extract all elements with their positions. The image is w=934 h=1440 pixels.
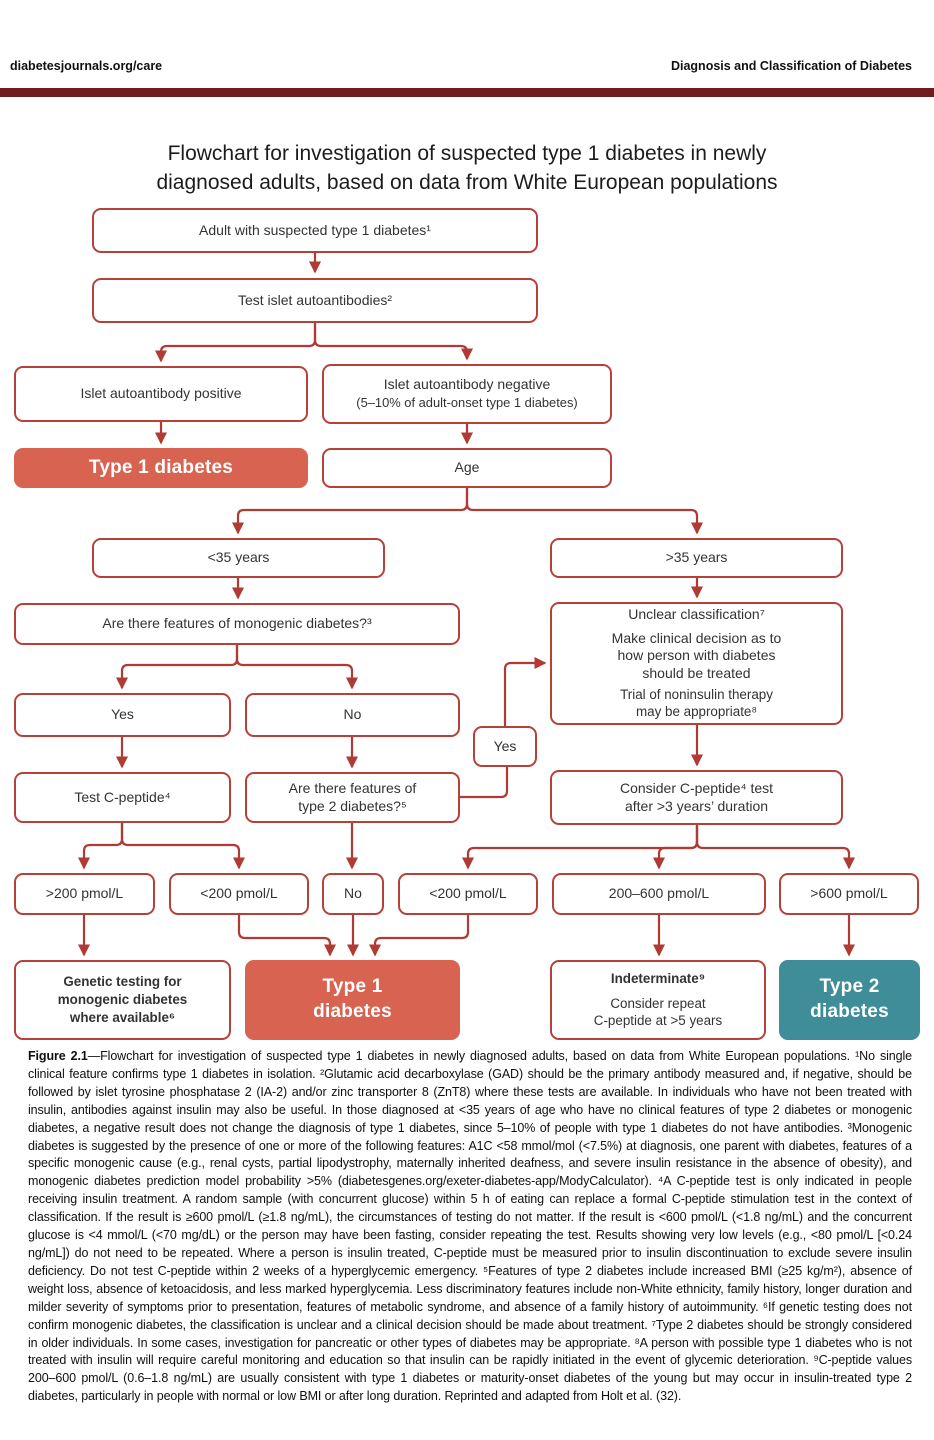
node-consider-c-peptide-label: Consider C-peptide⁴ test bbox=[619, 779, 774, 796]
node-200-600-pmol bbox=[552, 873, 766, 915]
node-islet-autoantibody-negative-label: Islet autoantibody negative bbox=[383, 376, 551, 393]
node-200-600-pmol-label: 200–600 pmol/L bbox=[608, 885, 710, 902]
node-lt-35-years bbox=[92, 538, 385, 578]
node-gt-200-pmol-label: >200 pmol/L bbox=[45, 885, 124, 902]
node-type2-features-question bbox=[245, 772, 460, 823]
edge-monogenic-to-no bbox=[237, 645, 352, 688]
edge-consider-to-gt600 bbox=[697, 825, 849, 868]
node-type-2-diabetes-label: Type 2 bbox=[819, 976, 880, 998]
edge-lt200-to-type1-bottom bbox=[239, 915, 330, 955]
node-adult-suspected-t1d bbox=[92, 208, 538, 253]
node-test-c-peptide bbox=[14, 772, 231, 823]
node-monogenic-features-question bbox=[14, 603, 460, 645]
figure-title-line1: Flowchart for investigation of suspected type 1 diabetes in newly bbox=[167, 142, 767, 165]
node-indeterminate-label: Indeterminate⁹ bbox=[610, 970, 706, 986]
node-no-result-label: No bbox=[344, 885, 362, 902]
node-lt-200-pmol-left-label: <200 pmol/L bbox=[200, 885, 278, 902]
node-test-c-peptide-label: Test C-peptide⁴ bbox=[74, 788, 171, 805]
figure-caption bbox=[28, 1048, 912, 1406]
node-unclear-classification-label: Unclear classification⁷ bbox=[628, 606, 765, 623]
node-indeterminate bbox=[550, 960, 766, 1040]
node-gt-35-years bbox=[550, 538, 843, 578]
node-genetic-testing-label: monogenic diabetes bbox=[57, 992, 188, 1008]
node-gt-200-pmol bbox=[14, 873, 155, 915]
node-genetic-testing-label: where available⁶ bbox=[69, 1009, 176, 1025]
node-islet-autoantibody-positive-label: Islet autoantibody positive bbox=[80, 385, 242, 402]
node-yes-type2-features-label: Yes bbox=[493, 737, 517, 754]
node-age-label: Age bbox=[454, 459, 480, 476]
node-consider-c-peptide-label: after >3 years’ duration bbox=[624, 797, 769, 814]
node-unclear-classification-label: Make clinical decision as to bbox=[611, 629, 782, 646]
node-type-1-diabetes-left bbox=[14, 448, 308, 488]
node-type2-features-question-label: Are there features of bbox=[288, 779, 417, 796]
node-gt-35-years-label: >35 years bbox=[665, 549, 728, 566]
node-type-1-diabetes-left-label: Type 1 diabetes bbox=[88, 456, 234, 478]
node-unclear-classification-label: may be appropriate⁸ bbox=[635, 704, 758, 720]
node-islet-autoantibody-positive bbox=[14, 366, 308, 422]
edge-test-c-peptide-to-gt200 bbox=[84, 823, 122, 868]
edge-monogenic-to-yes bbox=[122, 645, 237, 688]
node-lt-200-pmol-left bbox=[169, 873, 309, 915]
node-consider-c-peptide bbox=[550, 770, 843, 825]
edge-age-to-lt35 bbox=[238, 488, 467, 533]
node-unclear-classification-label: should be treated bbox=[642, 664, 751, 681]
edge-lt200-right-to-type1-bottom bbox=[375, 915, 468, 955]
edge-test-islet-to-islet-negative bbox=[315, 323, 467, 359]
node-unclear-classification-label: Trial of noninsulin therapy bbox=[620, 686, 773, 702]
node-age bbox=[322, 448, 612, 488]
node-lt-35-years-label: <35 years bbox=[207, 549, 270, 566]
node-gt-600-pmol-label: >600 pmol/L bbox=[810, 885, 888, 902]
node-adult-suspected-t1d-label: Adult with suspected type 1 diabetes¹ bbox=[199, 221, 431, 238]
node-yes-monogenic-label: Yes bbox=[111, 706, 134, 723]
figure-title-line2: diagnosed adults, based on data from White European populations bbox=[156, 171, 778, 194]
node-gt-600-pmol bbox=[779, 873, 919, 915]
node-unclear-classification-label: how person with diabetes bbox=[617, 647, 776, 664]
node-lt-200-pmol-right bbox=[398, 873, 538, 915]
figure-caption-label: Figure 2.1 bbox=[28, 1049, 88, 1063]
node-type-1-diabetes-bottom bbox=[245, 960, 460, 1040]
node-indeterminate-label: Consider repeat bbox=[610, 995, 706, 1011]
edge-yes-mid-to-unclear bbox=[505, 663, 545, 726]
node-yes-monogenic bbox=[14, 693, 231, 737]
node-lt-200-pmol-right-label: <200 pmol/L bbox=[429, 885, 507, 902]
node-type-2-diabetes bbox=[779, 960, 920, 1040]
node-unclear-classification bbox=[550, 602, 843, 725]
node-no-result bbox=[322, 873, 384, 915]
node-test-islet-autoantibodies-label: Test islet autoantibodies² bbox=[237, 291, 393, 308]
node-type2-features-question-label: type 2 diabetes?⁵ bbox=[298, 797, 407, 814]
node-type-1-diabetes-bottom-label: diabetes bbox=[313, 1001, 392, 1022]
node-no-monogenic-label: No bbox=[343, 706, 362, 723]
node-islet-autoantibody-negative bbox=[322, 364, 612, 424]
node-type-2-diabetes-label: diabetes bbox=[810, 1001, 889, 1022]
edge-age-to-gt35 bbox=[467, 488, 697, 533]
node-genetic-testing bbox=[14, 960, 231, 1040]
node-indeterminate-label: C-peptide at >5 years bbox=[593, 1013, 723, 1029]
running-head-article-title: Diagnosis and Classification of Diabetes bbox=[670, 59, 912, 73]
node-islet-autoantibody-negative-label: (5–10% of adult-onset type 1 diabetes) bbox=[356, 394, 578, 410]
node-type-1-diabetes-bottom-label: Type 1 bbox=[322, 976, 383, 998]
node-test-islet-autoantibodies bbox=[92, 278, 538, 323]
figure-caption-text: —Flowchart for investigation of suspected type 1 diabetes in newly diagnosed adults, based on data from White European populations. ¹No single clinical feature confirms type 1 diabetes in isolation. ²Glutamic acid decarboxylase (GAD) should be the primary antibody measured and, if negative, should be followed by islet tyrosine phosphatase 2 (IA-2) and/or zinc transporter 8 (ZnT8) where these tests are available. In individuals who have not been treated with insulin, antibodies against insulin may also be useful. In those diagnosed at <35 years of age who have no clinical features of type 2 diabetes or monogenic diabetes, a negative result does not change the diagnosis of type 1 diabetes, since 5–10% of people with type 1 diabetes do not have antibodies. ³Monogenic diabetes is suggested by the presence of one or more of the following features: A1C <58 mmol/mol (<7.5%) at diagnosis, one parent with diabetes, features of a specific monogenic cause (e.g., renal cysts, partial lipodystrophy, maternally inherited deafness, and severe insulin resistance in the absence of obesity), and monogenic diabetes prediction model probability >5% (diabetesgenes.org/exeter-diabetes-app/ModyCalculator). ⁴A C-peptide test is only indicated in people receiving insulin treatment. A random sample (with concurrent glucose) within 5 h of eating can replace a formal C-peptide stimulation test in the context of classification. If the result is ≥600 pmol/L (≥1.8 ng/mL), the circumstances of testing do not matter. If the result is <600 pmol/L (<1.8 ng/mL) and the concurrent glucose is <4 mmol/L (<70 mg/dL) or the person may have been fasting, consider repeating the test. Results showing very low levels (e.g., <80 pmol/L [<0.24 ng/mL]) do not need to be repeated. Where a person is insulin treated, C-peptide must be measured prior to insulin discontinuation to exclude severe insulin deficiency. Do not test C-peptide within 2 weeks of a hyperglycemic emergency. ⁵Features of type 2 diabetes include increased BMI (≥25 kg/m²), absence of weight loss, absence of ketoacidosis, and less marked hyperglycemia. Less discriminatory features include non-White ethnicity, family history, longer duration and milder severity of symptoms prior to presentation, features of metabolic syndrome, and absence of a family history of autoimmunity. ⁶If genetic testing does not confirm monogenic diabetes, the classification is unclear and a clinical decision should be made about treatment. ⁷Type 2 diabetes should be strongly considered in older individuals. In some cases, investigation for pancreatic or other types of diabetes may be appropriate. ⁸A person with possible type 1 diabetes who is not treated with insulin will require careful monitoring and education so that insulin can be rapidly initiated in the event of glycemic deterioration. ⁹C-peptide values 200–600 pmol/L (0.6–1.8 ng/mL) are usually consistent with type 1 diabetes or maturity-onset diabetes of the young but may occur in insulin-treated type 2 diabetes, particularly in people with normal or low BMI or after long duration. Reprinted and adapted from Holt et al. (32). bbox=[28, 1049, 913, 1404]
edge-type2-question-to-yes-mid bbox=[460, 767, 507, 797]
edge-consider-to-200-600 bbox=[659, 825, 697, 868]
running-head-journal: diabetesjournals.org/care bbox=[10, 59, 163, 73]
node-genetic-testing-label: Genetic testing for bbox=[63, 974, 182, 990]
node-yes-type2-features bbox=[473, 726, 537, 767]
node-no-monogenic bbox=[245, 693, 460, 737]
edge-consider-to-lt200-right bbox=[468, 825, 697, 868]
edge-test-islet-to-islet-positive bbox=[161, 323, 315, 361]
node-monogenic-features-question-label: Are there features of monogenic diabetes?³ bbox=[102, 615, 372, 632]
edge-test-c-peptide-to-lt200 bbox=[122, 823, 239, 868]
